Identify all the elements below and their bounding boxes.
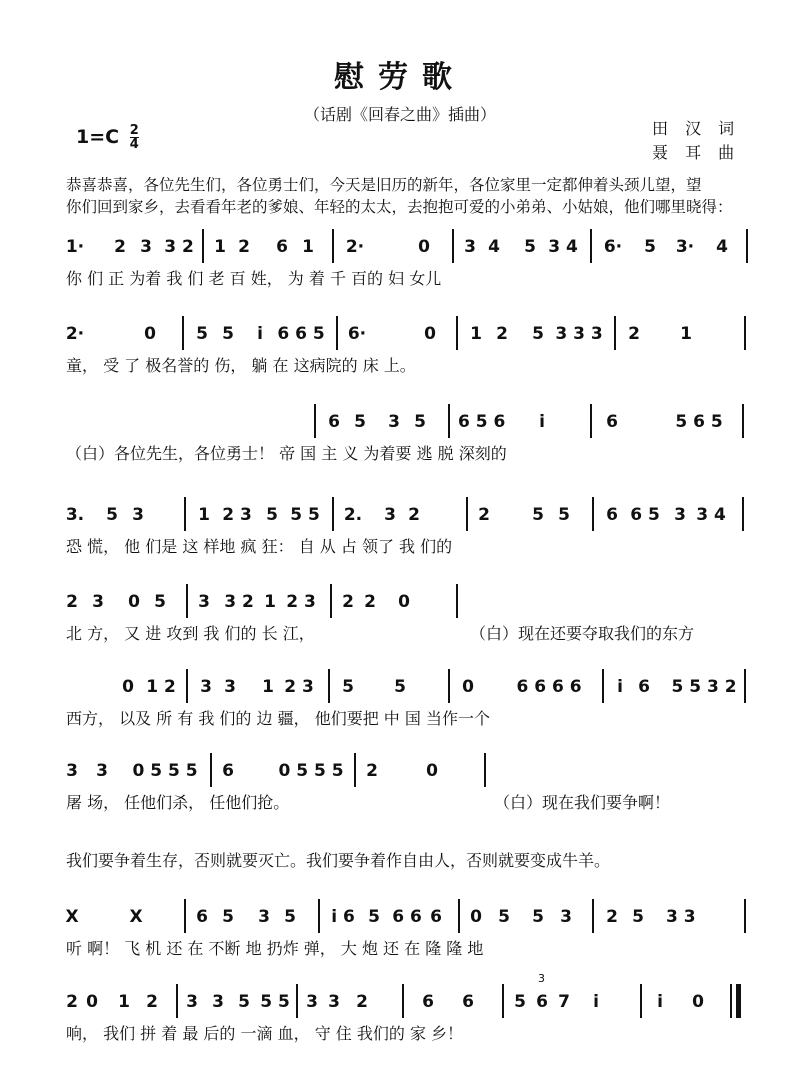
- note: 3: [306, 992, 318, 1012]
- note: 5: [524, 237, 536, 257]
- bar-line: [202, 229, 204, 263]
- note: i: [539, 412, 545, 432]
- bar-line: [592, 497, 594, 531]
- note: 5: [498, 907, 510, 927]
- note: 1·: [65, 237, 85, 257]
- note: 5: [238, 992, 250, 1012]
- notation-row-1: [62, 235, 752, 259]
- time-signature: [130, 124, 139, 151]
- notation-row-6: [62, 675, 752, 699]
- note: 5: [342, 677, 354, 697]
- time-bottom: 4: [129, 137, 139, 152]
- note: 6 6 6 6: [516, 677, 582, 697]
- bar-line: [742, 404, 744, 438]
- bar-line: [448, 669, 450, 703]
- note: 3: [212, 992, 224, 1012]
- note: 3: [388, 412, 400, 432]
- bar-line: [402, 984, 404, 1018]
- bar-line: [184, 899, 186, 933]
- bar-line: [336, 316, 338, 350]
- note: 3 3: [666, 907, 696, 927]
- bar-line: [456, 584, 458, 618]
- bar-line: [742, 497, 744, 531]
- note: 0 5 5 5: [278, 761, 344, 781]
- note: 6·: [603, 237, 623, 257]
- note: 0: [692, 992, 704, 1012]
- note: [690, 905, 724, 929]
- note: 5: [196, 324, 208, 344]
- note: 5 5: [260, 992, 290, 1012]
- note: i 6: [331, 907, 355, 927]
- bar-line: [452, 229, 454, 263]
- note: 2: [364, 592, 376, 612]
- note: 5 6 5: [675, 412, 723, 432]
- note: 1: [214, 237, 226, 257]
- note: 2 3: [286, 592, 316, 612]
- spoken-line-5: （白）现在还要夺取我们的东方: [470, 624, 695, 643]
- note: 6: [536, 992, 548, 1012]
- note: 5: [632, 907, 644, 927]
- note: 6 5: [630, 505, 660, 525]
- note: 3: [224, 677, 236, 697]
- note: 6: [196, 907, 208, 927]
- note: 0: [144, 324, 156, 344]
- note: 2: [342, 592, 354, 612]
- lyrics-line-5: 北 方， 又 进 攻到 我 们的 长 江，: [66, 624, 315, 643]
- note: 5: [222, 907, 234, 927]
- note: 6: [430, 907, 442, 927]
- note: 1: [470, 324, 482, 344]
- note: 3 2: [224, 592, 254, 612]
- note: i: [593, 992, 599, 1012]
- note: 2: [66, 592, 78, 612]
- note: 6: [462, 992, 474, 1012]
- bar-line: [502, 984, 504, 1018]
- note: 3: [674, 505, 686, 525]
- note: 6 5 6: [458, 412, 506, 432]
- intro-line-2: 你们回到家乡，去看看年老的爹娘、年轻的太太，去抱抱可爱的小弟弟、小姑娘，他们哪里晓得：: [66, 198, 733, 216]
- bar-line: [640, 984, 642, 1018]
- note: 1: [680, 324, 692, 344]
- bar-line: [458, 899, 460, 933]
- note: 2: [628, 324, 640, 344]
- note: 2: [478, 505, 490, 525]
- note: 6: [606, 412, 618, 432]
- bar-line: [602, 669, 604, 703]
- note: 1: [262, 677, 274, 697]
- notation-row-4: [62, 503, 752, 527]
- note: 3: [464, 237, 476, 257]
- lyrics-line-6: 西方， 以及 所 有 我 们的 边 疆， 他们要把 中 国 当作一个: [66, 709, 490, 728]
- bar-line: [184, 497, 186, 531]
- note: 0: [470, 907, 482, 927]
- lyrics-line-1: 你 们 正 为着 我 们 老 百 姓， 为 着 千 百的 妇 女儿: [66, 269, 442, 288]
- bar-line: [210, 753, 212, 787]
- bar-line: [456, 316, 458, 350]
- note: 5: [514, 992, 526, 1012]
- note: 6: [276, 237, 288, 257]
- spoken-prose: 我们要争着生存，否则就要灭亡。我们要争着作自由人，否则就要变成牛羊。: [66, 851, 611, 870]
- note: 1: [118, 992, 130, 1012]
- note: 1: [302, 237, 314, 257]
- note: 5: [532, 907, 544, 927]
- note: 3: [186, 992, 198, 1012]
- note: 3: [200, 677, 212, 697]
- final-bar-line: [736, 984, 741, 1018]
- bar-line: [484, 753, 486, 787]
- bar-line: [614, 316, 616, 350]
- note: 0: [426, 761, 438, 781]
- note: 5: [558, 505, 570, 525]
- composer-credit: 聂 耳 曲: [652, 143, 741, 162]
- note: 3: [560, 907, 572, 927]
- note: 5: [222, 324, 234, 344]
- bar-line: [330, 584, 332, 618]
- notation-row-10: [62, 972, 752, 1014]
- note: 2·: [65, 324, 85, 344]
- note: 3: [132, 505, 144, 525]
- note: 2 3: [284, 677, 314, 697]
- note: 2: [496, 324, 508, 344]
- note: 2: [66, 992, 78, 1012]
- lyrics-line-9: 听 啊！ 飞 机 还 在 不断 地 扔炸 弹， 大 炮 还 在 隆 隆 地: [66, 939, 484, 958]
- note: 5: [532, 324, 544, 344]
- note: 2: [356, 992, 368, 1012]
- note: 0: [418, 237, 430, 257]
- note: 6: [222, 761, 234, 781]
- note: 5: [354, 412, 366, 432]
- note: 3 4: [548, 237, 578, 257]
- note: 6·: [347, 324, 367, 344]
- note: 7: [558, 992, 570, 1012]
- notation-row-7: [62, 759, 752, 783]
- lyricist-credit: 田 汉 词: [652, 119, 741, 138]
- note: 5 5: [290, 505, 320, 525]
- bar-line: [466, 497, 468, 531]
- note: i: [617, 677, 623, 697]
- lyrics-line-2: 童， 受 了 极名誉的 伤， 躺 在 这病院的 床 上。: [66, 356, 416, 375]
- note: 3 2: [164, 237, 194, 257]
- note: 2·: [345, 237, 365, 257]
- bar-line: [354, 753, 356, 787]
- note: 5: [106, 505, 118, 525]
- bar-line: [746, 229, 748, 263]
- lyrics-line-3: （白）各位先生，各位勇士！ 帝 国 主 义 为着要 逃 脱 深刻的: [66, 444, 507, 463]
- note: 3: [258, 907, 270, 927]
- note: 3: [92, 592, 104, 612]
- note: 0: [398, 592, 410, 612]
- note: 5: [266, 505, 278, 525]
- note: 5: [284, 907, 296, 927]
- note: 2: [606, 907, 618, 927]
- note: 3: [96, 761, 108, 781]
- note: 3: [384, 505, 396, 525]
- bar-line: [328, 669, 330, 703]
- note: 6: [328, 412, 340, 432]
- triplet-mark: 3: [538, 972, 545, 985]
- note: 0: [462, 677, 474, 697]
- bar-line: [590, 229, 592, 263]
- note: 5: [394, 677, 406, 697]
- note: 5: [532, 505, 544, 525]
- song-title: 慰劳歌: [334, 60, 466, 95]
- intro-line-1: 恭喜恭喜，各位先生们，各位勇士们，今天是旧历的新年，各位家里一定都伸着头颈儿望，望: [66, 176, 702, 194]
- note: 5 5 3 2: [671, 677, 737, 697]
- bar-line: [176, 984, 178, 1018]
- note: 0: [122, 677, 134, 697]
- note: 2.: [343, 505, 363, 525]
- bar-line: [730, 984, 732, 1018]
- bar-line: [448, 404, 450, 438]
- lyrics-line-10: 响， 我们 拼 着 最 后的 一滴 血， 守 住 我们的 家 乡！: [66, 1024, 464, 1043]
- note: 5: [414, 412, 426, 432]
- note: 3: [66, 761, 78, 781]
- notation-row-9: [62, 905, 752, 929]
- bar-line: [744, 669, 746, 703]
- bar-line: [332, 497, 334, 531]
- bar-line: [182, 316, 184, 350]
- key-signature: [76, 124, 139, 151]
- note: 6: [638, 677, 650, 697]
- bar-line: [186, 584, 188, 618]
- notation-row-3: [62, 410, 752, 434]
- note: 5: [644, 237, 656, 257]
- note: 3 4: [696, 505, 726, 525]
- bar-line: [314, 404, 316, 438]
- note: 2: [114, 237, 126, 257]
- note: 1: [198, 505, 210, 525]
- note: 2: [366, 761, 378, 781]
- note: 0: [424, 324, 436, 344]
- note: 4: [716, 237, 728, 257]
- time-top: 2: [129, 123, 139, 138]
- song-subtitle: （话剧《回春之曲》插曲）: [303, 105, 496, 124]
- note: 6 6 5: [277, 324, 325, 344]
- bar-line: [318, 899, 320, 933]
- note: 6 6: [392, 907, 422, 927]
- bar-line: [592, 899, 594, 933]
- note: 2 3: [222, 505, 252, 525]
- note: 3: [140, 237, 152, 257]
- note: X: [65, 907, 79, 927]
- bar-line: [744, 316, 746, 350]
- note: 3·: [675, 237, 695, 257]
- note: 0: [128, 592, 140, 612]
- note: 0 5 5 5: [132, 761, 198, 781]
- bar-line: [590, 404, 592, 438]
- lyrics-line-7: 屠 场， 任他们杀， 任他们抢。: [66, 793, 290, 812]
- note: i: [657, 992, 663, 1012]
- note: 5: [368, 907, 380, 927]
- note: 2: [146, 992, 158, 1012]
- lyrics-line-4: 恐 慌， 他 们是 这 样地 疯 狂： 自 从 占 领了 我 们的: [66, 537, 453, 556]
- spoken-line-7: （白）现在我们要争啊！: [494, 793, 671, 812]
- note: 3 3 3: [555, 324, 603, 344]
- note: 2: [408, 505, 420, 525]
- note: 3: [328, 992, 340, 1012]
- notation-row-2: [62, 322, 752, 346]
- note: 1: [264, 592, 276, 612]
- bar-line: [296, 984, 298, 1018]
- notation-row-5: [62, 590, 752, 614]
- note: 2: [238, 237, 250, 257]
- note: 5: [154, 592, 166, 612]
- note: i: [257, 324, 263, 344]
- note: 3: [198, 592, 210, 612]
- note: 0: [86, 992, 98, 1012]
- note: 6: [606, 505, 618, 525]
- note: X: [129, 907, 143, 927]
- note: 4: [488, 237, 500, 257]
- note: 1 2: [146, 677, 176, 697]
- note: 6: [422, 992, 434, 1012]
- key-label: 1=C: [76, 126, 120, 148]
- bar-line: [744, 899, 746, 933]
- bar-line: [186, 669, 188, 703]
- bar-line: [332, 229, 334, 263]
- note: 3.: [65, 505, 85, 525]
